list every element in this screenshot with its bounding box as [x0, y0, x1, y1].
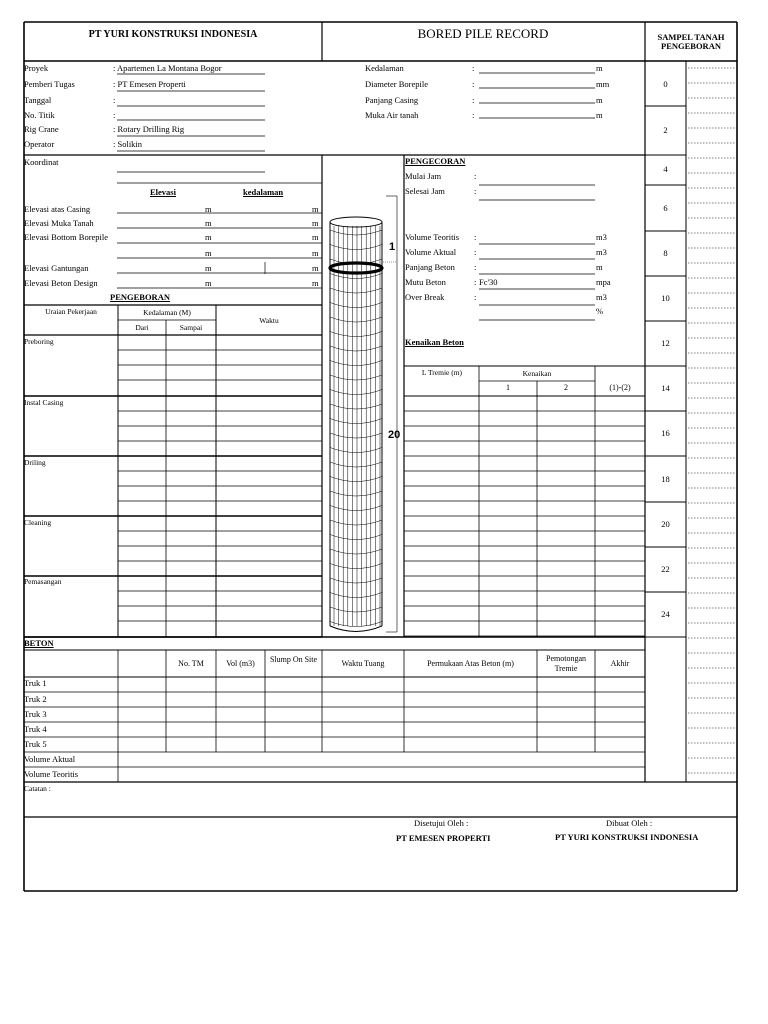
value-proyek[interactable]: : Apartemen La Montana Bogor [113, 63, 222, 73]
catatan-label: Catatan : [24, 784, 51, 793]
company-maker: PT YURI KONSTRUKSI INDONESIA [555, 832, 699, 842]
sample-title-2: PENGEBORAN [661, 41, 721, 51]
sample-depth: 12 [661, 338, 670, 348]
label-over-break: Over Break [405, 292, 445, 302]
value-no-titik[interactable]: : [113, 110, 116, 120]
group-instal-casing: Instal Casing [24, 398, 64, 407]
col-waktu-tuang: Waktu Tuang [341, 659, 385, 668]
group-pemasangan: Pemasangan [24, 577, 62, 586]
unit-m: m [596, 110, 603, 120]
sample-depth: 16 [661, 428, 670, 438]
sample-depth: 10 [661, 293, 670, 303]
label-panjang-beton: Panjang Beton [405, 262, 455, 272]
kenaikan-beton-title: Kenaikan Beton [405, 337, 464, 347]
colon: : [474, 232, 477, 242]
sample-depth: 8 [663, 248, 668, 258]
unit-m3: m3 [596, 232, 607, 242]
col-kenaikan: Kenaikan [522, 369, 552, 378]
label-tanggal: Tanggal [24, 95, 52, 105]
row-truk-4: Truk 4 [24, 724, 47, 734]
colon: : [472, 63, 475, 73]
label-elevasi-bottom-borepile: Elevasi Bottom Borepile [24, 232, 109, 242]
unit-m: m [205, 248, 212, 258]
label-muka-air-tanah: Muka Air tanah [365, 110, 419, 120]
row-volume-aktual: Volume Aktual [24, 754, 76, 764]
unit-m: m [205, 232, 212, 242]
sample-depth: 24 [661, 609, 670, 619]
label-elevasi-atas-casing: Elevasi atas Casing [24, 204, 91, 214]
unit-m: m [205, 278, 212, 288]
colon: : [474, 292, 477, 302]
unit-m: m [596, 63, 603, 73]
col-permukaan-atas-beton: Permukaan Atas Beton (m) [427, 659, 514, 668]
label-operator: Operator [24, 139, 55, 149]
col-diff: (1)-(2) [609, 383, 631, 392]
label-elevasi-beton-design: Elevasi Beton Design [24, 278, 98, 288]
label-diameter-borepile: Diameter Borepile [365, 79, 429, 89]
sample-depth: 2 [663, 125, 668, 135]
value-pemberi-tugas[interactable]: : PT Emesen Properti [113, 79, 186, 89]
unit-percent: % [596, 306, 604, 316]
col-2: 2 [564, 383, 568, 392]
company-approver: PT EMESEN PROPERTI [396, 833, 491, 843]
sample-depth: 18 [661, 474, 670, 484]
col-kedalaman-m: Kedalaman (M) [143, 308, 191, 317]
col-vol-m3: Vol (m3) [226, 659, 255, 668]
label-rig-crane: Rig Crane [24, 124, 59, 134]
label-volume-teoritis: Volume Teoritis [405, 232, 460, 242]
label-no-titik: No. Titik [24, 110, 55, 120]
col-elevasi: Elevasi [150, 187, 176, 197]
row-truk-1: Truk 1 [24, 678, 47, 688]
unit-mpa: mpa [596, 277, 611, 287]
pengeboran-title: PENGEBORAN [110, 292, 170, 302]
unit-m3: m3 [596, 292, 607, 302]
colon: : [474, 277, 477, 287]
col-slump-on-site: Slump On Site [269, 655, 318, 664]
disetujui-oleh: Disetujui Oleh : [414, 818, 469, 828]
unit-mm: mm [596, 79, 610, 89]
colon: : [474, 171, 477, 181]
col-waktu: Waktu [259, 316, 279, 325]
beton-title: BETON [24, 638, 54, 648]
row-truk-5: Truk 5 [24, 739, 47, 749]
col-uraian-pekerjaan: Uraian Pekerjaan [45, 307, 97, 316]
label-elevasi-gantungan: Elevasi Gantungan [24, 263, 89, 273]
sample-depth: 4 [663, 164, 668, 174]
unit-m: m [312, 204, 319, 214]
unit-m: m [312, 278, 319, 288]
label-elevasi-muka-tanah: Elevasi Muka Tanah [24, 218, 94, 228]
sample-depth: 0 [663, 79, 668, 89]
dibuat-oleh: Dibuat Oleh : [606, 818, 653, 828]
colon: : [472, 79, 475, 89]
label-proyek: Proyek [24, 63, 49, 73]
unit-m: m [205, 204, 212, 214]
label-kedalaman: Kedalaman [365, 63, 404, 73]
col-1: 1 [506, 383, 510, 392]
label-selesai-jam: Selesai Jam [405, 186, 445, 196]
group-cleaning: Cleaning [24, 518, 52, 527]
value-operator[interactable]: : Solikin [113, 139, 143, 149]
colon: : [472, 110, 475, 120]
col-pemotongan-tremie: Pemotongan Tremie [546, 654, 586, 673]
row-truk-3: Truk 3 [24, 709, 47, 719]
pile-label-mid: 20 [388, 429, 401, 441]
unit-m: m [205, 218, 212, 228]
label-koordinat: Koordinat [24, 157, 59, 167]
colon: : [474, 262, 477, 272]
label-panjang-casing: Panjang Casing [365, 95, 419, 105]
colon: : [474, 186, 477, 196]
col-dari: Dari [135, 323, 149, 332]
company-name: PT YURI KONSTRUKSI INDONESIA [88, 29, 258, 40]
value-tanggal[interactable]: : [113, 95, 116, 105]
unit-m: m [312, 232, 319, 242]
label-volume-aktual: Volume Aktual [405, 247, 457, 257]
value-mutu-beton[interactable]: Fc'30 [479, 277, 498, 287]
unit-m: m [596, 262, 603, 272]
colon: : [472, 95, 475, 105]
col-no-tm: No. TM [178, 659, 204, 668]
unit-m3: m3 [596, 247, 607, 257]
sample-title: SAMPEL TANAH [657, 32, 725, 42]
label-mutu-beton: Mutu Beton [405, 277, 446, 287]
sample-depth: 14 [661, 383, 670, 393]
col-akhir: Akhir [610, 659, 630, 668]
group-preboring: Preboring [24, 337, 54, 346]
unit-m: m [596, 95, 603, 105]
pengecoran-title: PENGECORAN [405, 156, 466, 166]
label-mulai-jam: Mulai Jam [405, 171, 442, 181]
colon: : [474, 247, 477, 257]
col-sampai: Sampai [179, 323, 203, 332]
row-truk-2: Truk 2 [24, 694, 47, 704]
sample-depth: 6 [663, 203, 668, 213]
sample-depth: 22 [661, 564, 670, 574]
group-driling: Driling [24, 458, 46, 467]
unit-m: m [312, 218, 319, 228]
unit-m: m [205, 263, 212, 273]
value-rig-crane[interactable]: : Rotary Drilling Rig [113, 124, 185, 134]
form-title: BORED PILE RECORD [417, 26, 549, 41]
pile-label-top: 1 [389, 241, 396, 253]
col-kedalaman: kedalaman [243, 187, 284, 197]
sample-depth: 20 [661, 519, 670, 529]
unit-m: m [312, 248, 319, 258]
row-volume-teoritis: Volume Teoritis [24, 769, 79, 779]
label-pemberi-tugas: Pemberi Tugas [24, 79, 75, 89]
col-l-tremie: L Tremie (m) [421, 368, 463, 377]
unit-m: m [312, 263, 319, 273]
